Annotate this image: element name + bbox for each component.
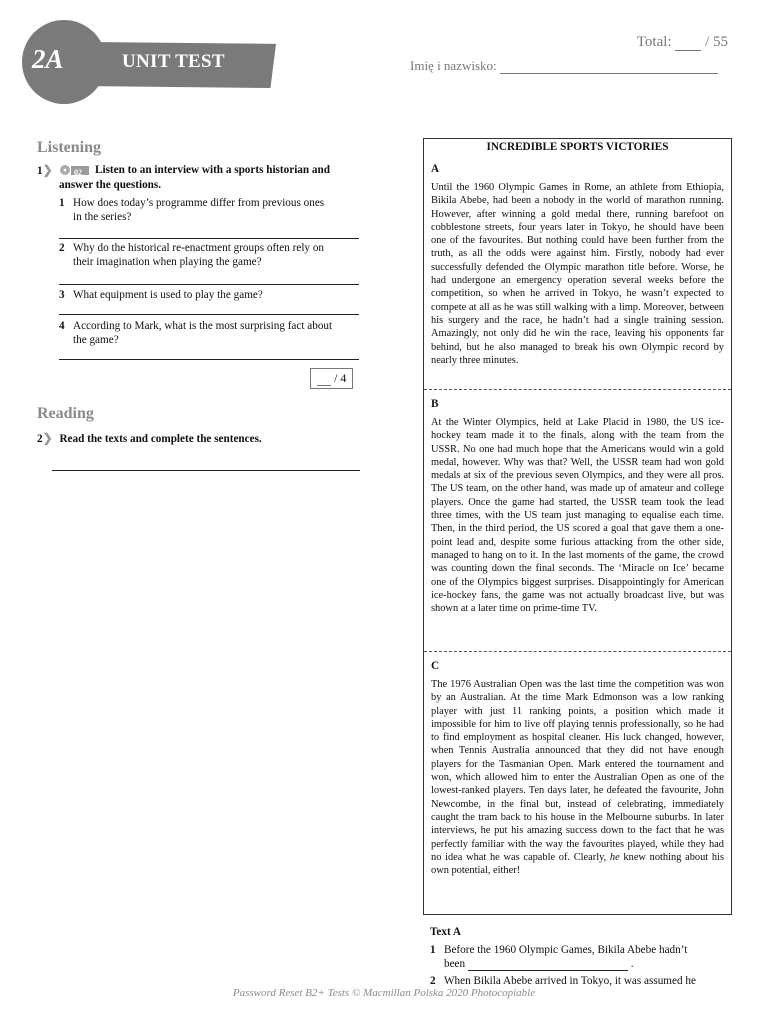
sentence-2: 2 When Bikila Abebe arrived in Tokyo, it was assumed he [430, 975, 696, 987]
listening-score-box [310, 368, 353, 389]
sentence-1: 1 Before the 1960 Olympic Games, Bikila Abebe hadn’t been . [430, 944, 688, 970]
answer-line-4[interactable] [59, 359, 359, 360]
reading-heading: Reading [37, 405, 94, 422]
listening-heading: Listening [37, 139, 102, 156]
listening-score-max: / 4 [334, 371, 347, 385]
total-label: Total: [636, 34, 672, 50]
text-section-a [424, 163, 731, 367]
section-text-c: The 1976 Australian Open was the last time the competition was won by an Australian. At the time Mark Edmonson was a low ranking player with just 11 ranking points, a position which made it impossible for him to live off playing tennis professionally, so he had to find employment as hospital cleaner. His luck changed, however, when Tennis Australia announced that they did not have enough players for the Tasmanian Open. Mark entered the tournament and won, which allowed him to enter the Australian Open as one of the lowest-ranked players. Ten days later, he defeated the favourite, John Newcombe, in the final but, instead of celebrating, immediately caught the tram back to his house in the Melbourne suburbs. In later interviews, he put his amazing success down to the fact that he was perfectly familiar with the way the favourites played, while they had no idea what he was capable of. Clearly, he knew nothing about his own potential, either! [431, 679, 724, 877]
listening-task [37, 163, 367, 194]
section-divider [424, 651, 731, 652]
question-2: 2 Why do the historical re-enactment groups often rely on their imagination when playing the game? [59, 242, 325, 268]
listening-instruction-2: answer the questions. [59, 179, 162, 191]
answer-line-3[interactable] [59, 314, 359, 315]
reading-task [37, 431, 367, 447]
sentence-1-blank[interactable] [468, 970, 628, 971]
unit-title: UNIT TEST [122, 51, 225, 72]
total-score [637, 34, 728, 51]
answer-line-2[interactable] [59, 284, 359, 285]
article-box [423, 138, 732, 915]
task-number-1: 1❯ [37, 163, 53, 177]
text-section-c [424, 660, 731, 877]
reading-answer-line[interactable] [52, 470, 360, 471]
page-footer: Password Reset B2+ Tests © Macmillan Polska 2020 Photocopiable [232, 987, 536, 999]
task-number-2: 2 [37, 433, 43, 445]
reading-instruction: Read the texts and complete the sentences. [59, 433, 262, 445]
section-letter-b: B [431, 398, 439, 410]
name-field[interactable] [500, 73, 718, 74]
section-text-a: Until the 1960 Olympic Games in Rome, an athlete from Ethiopia, Bikila Abebe, had been a nobody in the world of marathon running. However, after winning a gold medal there, running barefoot on cobblestone streets, four years later in Tokyo, he should have been one of the favourites. But nothing could have been further from the truth, as all the odds were against him. Firstly, nobody had ever successfully defended the Olympic marathon title before. Worse, he had undergone an emergency operation several weeks before the competition, so when he arrived in Tokyo, he wasn’t expected to compete at all as he was still walking with a limp. Moreover, between his surgery and the race, he hadn’t had a single training session. Amazingly, not only did he win the race, leaving his opponents far behind, but he also managed to break his own Olympic record by nearly three minutes. [431, 182, 724, 366]
total-max: / 55 [705, 34, 728, 50]
audio-track: 02 [74, 168, 82, 177]
listening-instruction-1: Listen to an interview with a sports historian and [95, 164, 330, 176]
section-text-b: At the Winter Olympics, held at Lake Placid in 1980, the US ice-hockey team made it to the finals, along with the team from the USSR. No one had much hope that the Americans would win a gold medal, however. Why was that? Well, the USSR team had won gold medals at six of the previous seven Olympics, and they were all pros. The US team, on the other hand, was made up of amateur and college players. Once the game had started, the USSR team took the lead three times, with the US team just managing to equalise each time. Then, in the third period, the US scored a goal that gave them a one-point lead and, despite some furious attacking from the other side, managed to hang on to it. In the last moments of the game, the crowd was counting down the final seconds. The ‘Miracle on Ice’ became one of the Olympics biggest surprises. Disappointingly for American ice-hockey fans, the game was not actually broadcast live, but was shown at a later time on prime-time TV. [431, 417, 724, 615]
listening-score-blank[interactable] [317, 385, 331, 386]
question-4: 4 According to Mark, what is the most surprising fact about the game? [59, 320, 333, 346]
student-name [410, 58, 718, 74]
section-letter-c: C [431, 660, 440, 672]
unit-code: 2A [32, 44, 64, 74]
name-label: Imię i nazwisko: [410, 58, 497, 73]
total-blank[interactable] [675, 50, 701, 51]
text-section-b [424, 398, 731, 615]
answer-line-1[interactable] [59, 238, 359, 239]
question-1: 1 How does today’s programme differ from previous ones in the series? [59, 197, 325, 223]
task-arrow-icon: ❯ [42, 431, 53, 445]
article-title: INCREDIBLE SPORTS VICTORIES [486, 141, 669, 153]
sentences-heading: Text A [430, 926, 461, 938]
question-3: 3 What equipment is used to play the game? [59, 289, 263, 301]
section-divider [424, 389, 731, 390]
section-letter-a: A [431, 163, 440, 175]
